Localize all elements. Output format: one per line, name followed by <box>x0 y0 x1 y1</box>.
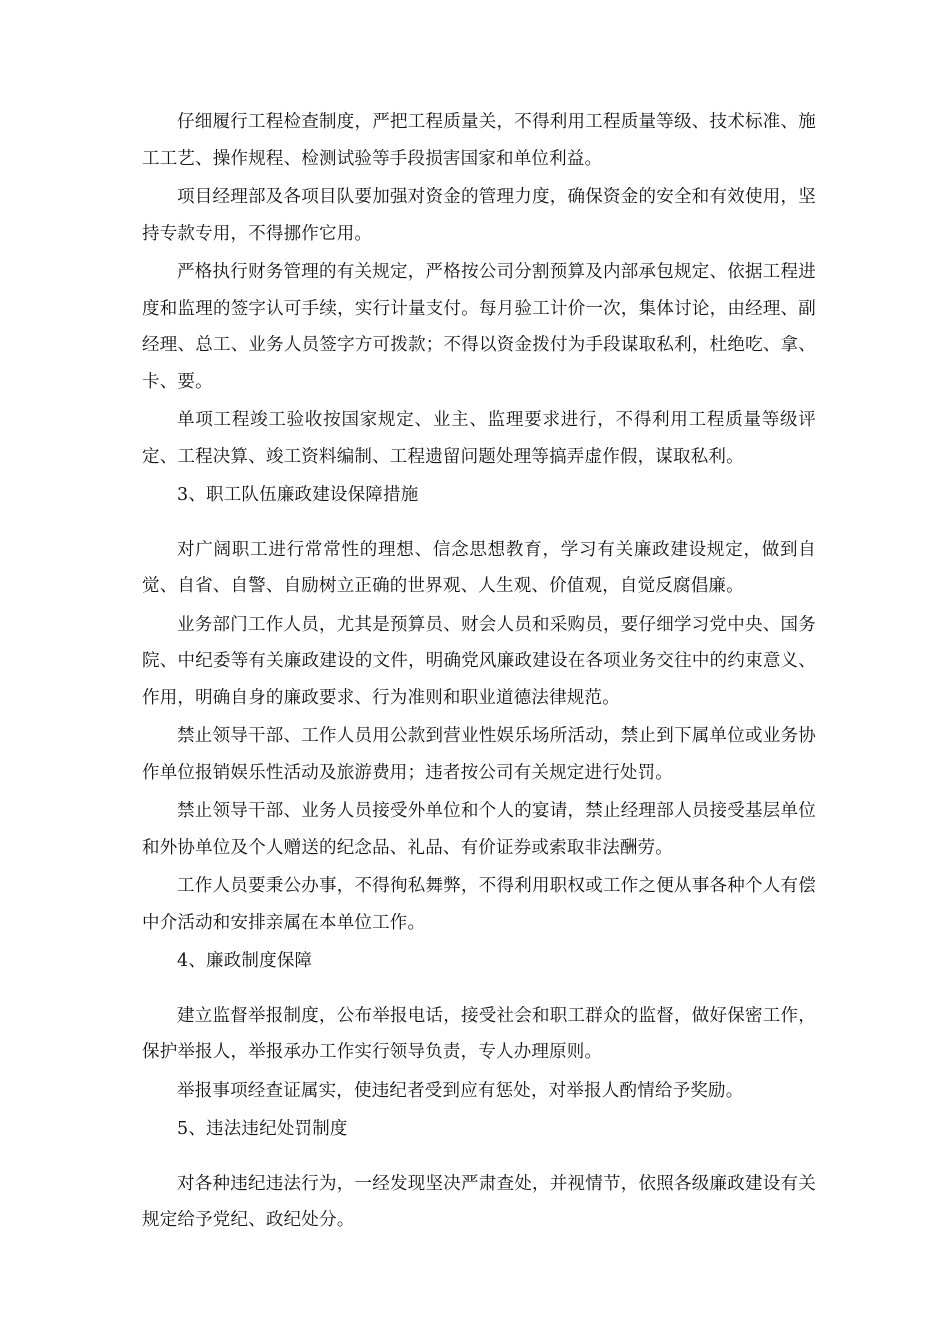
section-heading-3: 3、职工队伍廉政建设保障措施 <box>177 485 419 505</box>
paragraph-staff-education: 对广阔职工进行常常性的理想、信念思想教育，学习有关廉政建设规定，做到自觉、自省、自警、自励树立正确的世界观、人生观、价值观，自觉反腐倡廉。 <box>142 539 816 596</box>
paragraph-banquet-ban: 禁止领导干部、业务人员接受外单位和个人的宴请，禁止经理部人员接受基层单位和外协单位及个人赠送的纪念品、礼品、有价证券或索取非法酬劳。 <box>142 801 816 858</box>
paragraph-reporting-system: 建立监督举报制度，公布举报电话，接受社会和职工群众的监督，做好保密工作，保护举报人，举报承办工作实行领导负责，专人办理原则。 <box>142 1005 816 1062</box>
paragraph-punishment: 对各种违纪违法行为，一经发现坚决严肃查处，并视情节，依照各级廉政建设有关规定给予党纪、政纪处分。 <box>142 1173 816 1230</box>
document-body <box>142 104 816 1241</box>
paragraph-impartiality: 工作人员要秉公办事，不得徇私舞弊，不得利用职权或工作之便从事各种个人有偿中介活动和安排亲属在本单位工作。 <box>142 876 816 933</box>
paragraph-fund-management: 项目经理部及各项目队要加强对资金的管理力度，确保资金的安全和有效使用，坚持专款专用，不得挪作它用。 <box>142 187 816 244</box>
section-heading-5: 5、违法违纪处罚制度 <box>177 1119 348 1139</box>
paragraph-financial-rules: 严格执行财务管理的有关规定，严格按公司分割预算及内部承包规定、依据工程进度和监理的签字认可手续，实行计量支付。每月验工计价一次，集体讨论，由经理、副经理、总工、业务人员签字方可拨款；不得以资金拨付为手段谋取私利，杜绝吃、拿、卡、要。 <box>142 262 816 392</box>
paragraph-inspection-system: 仔细履行工程检查制度，严把工程质量关，不得利用工程质量等级、技术标准、施工工艺、操作规程、检测试验等手段损害国家和单位利益。 <box>142 112 816 169</box>
paragraph-completion-acceptance: 单项工程竣工验收按国家规定、业主、监理要求进行，不得利用工程质量等级评定、工程决算、竣工资料编制、工程遗留问题处理等搞弄虚作假，谋取私利。 <box>142 410 816 467</box>
section-heading-4: 4、廉政制度保障 <box>177 951 313 971</box>
paragraph-entertainment-ban: 禁止领导干部、工作人员用公款到营业性娱乐场所活动，禁止到下属单位或业务协作单位报销娱乐性活动及旅游费用；违者按公司有关规定进行处罚。 <box>142 726 816 783</box>
paragraph-reporting-reward: 举报事项经查证属实，使违纪者受到应有惩处，对举报人酌情给予奖励。 <box>177 1080 744 1101</box>
paragraph-business-staff: 业务部门工作人员，尤其是预算员、财会人员和采购员，要仔细学习党中央、国务院、中纪委等有关廉政建设的文件，明确党风廉政建设在各项业务交往中的约束意义、作用，明确自身的廉政要求、行为准则和职业道德法律规范。 <box>142 614 816 708</box>
